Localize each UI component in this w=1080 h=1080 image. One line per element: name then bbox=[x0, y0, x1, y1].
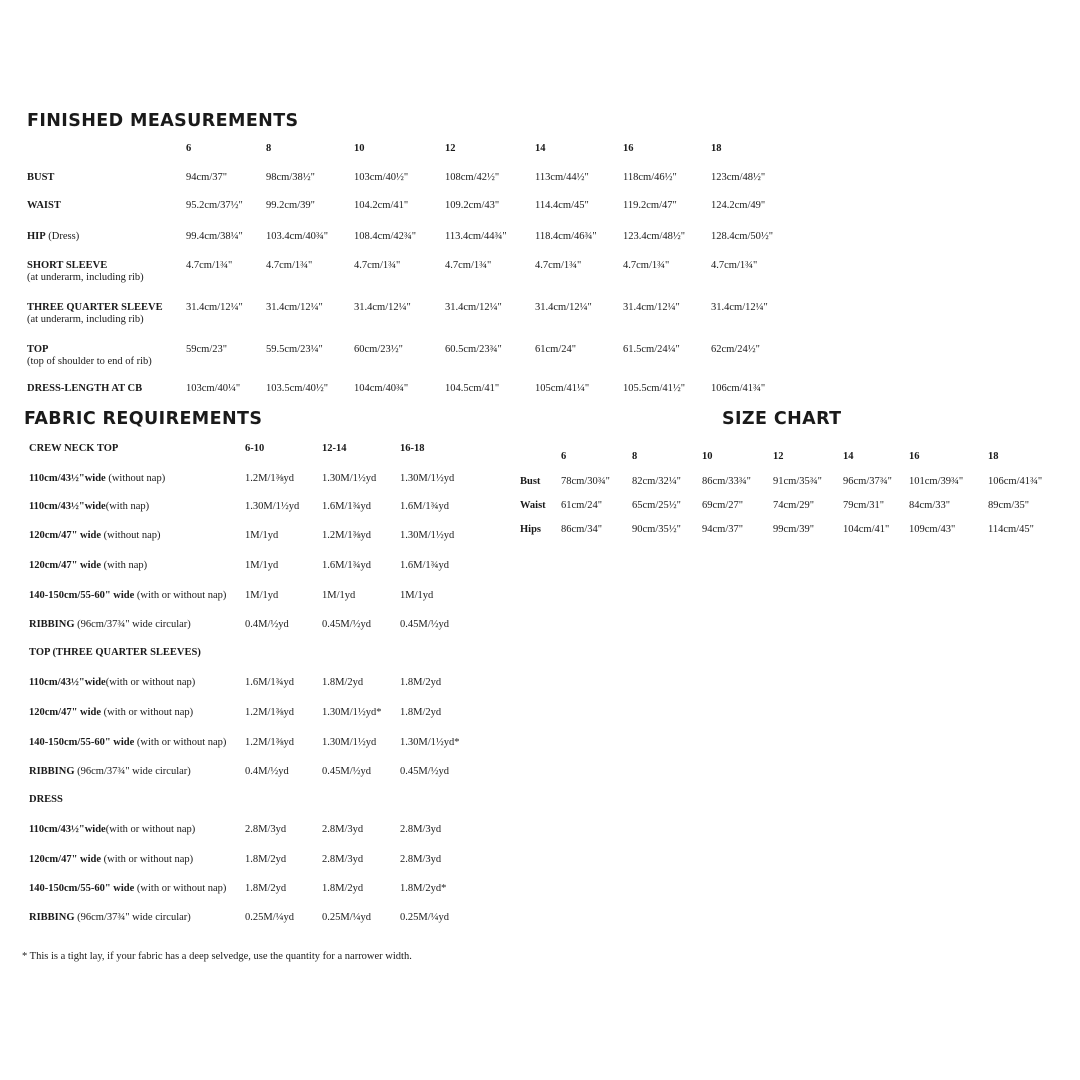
fm-row-label bbox=[27, 260, 107, 272]
fr-cell: 2.8M/3yd bbox=[322, 854, 364, 865]
fr-row-label-rest: (with nap) bbox=[101, 560, 148, 571]
fm-row-label bbox=[27, 344, 48, 356]
fr-row-label bbox=[29, 766, 191, 778]
fr-cell: 1.8M/2yd bbox=[400, 707, 442, 718]
fm-cell: 4.7cm/1¾" bbox=[535, 260, 582, 271]
fm-cell: 61cm/24" bbox=[535, 344, 577, 355]
sc-cell: 106cm/41¾" bbox=[988, 476, 1043, 487]
fm-row-label bbox=[27, 302, 163, 314]
fr-row-label-rest: (96cm/37¾" wide circular) bbox=[74, 766, 191, 777]
fr-row-label-rest: (with or without nap) bbox=[105, 677, 196, 688]
fr-row-label-rest: (with or without nap) bbox=[134, 737, 227, 748]
fm-cell: 128.4cm/50½" bbox=[711, 231, 774, 242]
fm-row-label-main: WAIST bbox=[27, 200, 61, 211]
fr-cell: 1.2M/1⅜yd bbox=[322, 530, 372, 541]
fr-cell: 1.30M/1½yd* bbox=[400, 737, 460, 748]
fr-cell: 2.8M/3yd bbox=[400, 824, 442, 835]
fm-cell: 4.7cm/1¾" bbox=[354, 260, 401, 271]
sc-size-header: 14 bbox=[843, 451, 854, 462]
fr-row-label-bold: 110cm/43½"wide bbox=[29, 473, 106, 484]
fr-row-label-bold: 120cm/47" wide bbox=[29, 854, 102, 865]
sc-cell: 86cm/33¾" bbox=[702, 476, 751, 487]
fr-row-label-bold: 110cm/43½"wide bbox=[29, 677, 106, 688]
fr-cell: 1.6M/1¾yd bbox=[400, 560, 450, 571]
sc-size-header: 8 bbox=[632, 451, 638, 462]
sc-cell: 84cm/33" bbox=[909, 500, 951, 511]
fm-cell: 113.4cm/44¾" bbox=[445, 231, 507, 242]
fm-cell: 123.4cm/48½" bbox=[623, 231, 686, 242]
fm-row-label-note: (Dress) bbox=[45, 231, 80, 242]
fm-cell: 109.2cm/43" bbox=[445, 200, 500, 211]
fr-cell: 0.4M/½yd bbox=[245, 766, 289, 777]
fr-row-label-bold: 110cm/43½"wide bbox=[29, 824, 106, 835]
sc-cell: 94cm/37" bbox=[702, 524, 744, 535]
fr-row-label bbox=[29, 854, 193, 866]
fm-cell: 99.4cm/38¼" bbox=[186, 231, 243, 242]
fm-cell: 31.4cm/12¼" bbox=[266, 302, 323, 313]
fm-size-header: 10 bbox=[354, 143, 365, 154]
fr-cell: 1.30M/1½yd bbox=[400, 530, 455, 541]
fr-row-label bbox=[29, 824, 195, 836]
fr-cell: 0.4M/½yd bbox=[245, 619, 289, 630]
fr-row-label-bold: 140-150cm/55-60" wide bbox=[29, 737, 135, 748]
fr-row-label-bold: 140-150cm/55-60" wide bbox=[29, 883, 135, 894]
fr-row-label-bold: RIBBING bbox=[29, 912, 75, 923]
fm-row-label bbox=[27, 231, 79, 243]
fm-row-sublabel: (at underarm, including rib) bbox=[27, 272, 144, 283]
fm-cell: 123cm/48½" bbox=[711, 172, 766, 183]
fr-row-label bbox=[29, 707, 193, 719]
finished-measurements-title: FINISHED MEASUREMENTS bbox=[27, 111, 299, 131]
sc-cell: 101cm/39¾" bbox=[909, 476, 964, 487]
fr-row-label bbox=[29, 473, 165, 485]
fm-cell: 124.2cm/49" bbox=[711, 200, 766, 211]
fr-cell: 1M/1yd bbox=[245, 530, 279, 541]
fm-row-sublabel: (at underarm, including rib) bbox=[27, 314, 144, 325]
fr-row-label-bold: RIBBING bbox=[29, 766, 75, 777]
size-chart-title: SIZE CHART bbox=[722, 409, 842, 429]
sc-cell: 114cm/45" bbox=[988, 524, 1034, 535]
fm-cell: 61.5cm/24¼" bbox=[623, 344, 680, 355]
fr-section-title: DRESS bbox=[29, 794, 63, 805]
sc-cell: 69cm/27" bbox=[702, 500, 744, 511]
fr-column-header: 12-14 bbox=[322, 443, 347, 454]
fr-cell: 1.30M/1½yd bbox=[322, 737, 377, 748]
fm-cell: 31.4cm/12¼" bbox=[354, 302, 411, 313]
fm-cell: 113cm/44½" bbox=[535, 172, 589, 183]
sc-size-header: 18 bbox=[988, 451, 999, 462]
fr-row-label-rest: (with or without nap) bbox=[134, 590, 227, 601]
fr-row-label bbox=[29, 530, 161, 542]
fm-cell: 104cm/40¾" bbox=[354, 383, 409, 394]
fm-size-header: 18 bbox=[711, 143, 722, 154]
fm-cell: 31.4cm/12¼" bbox=[186, 302, 243, 313]
fr-cell: 1.8M/2yd bbox=[322, 677, 364, 688]
fr-row-label-rest: (with or without nap) bbox=[101, 854, 194, 865]
fm-row-label-main: BUST bbox=[27, 172, 55, 183]
fr-cell: 2.8M/3yd bbox=[322, 824, 364, 835]
fm-cell: 31.4cm/12¼" bbox=[623, 302, 680, 313]
fr-row-label-rest: (with or without nap) bbox=[134, 883, 227, 894]
fm-cell: 59cm/23" bbox=[186, 344, 228, 355]
fm-row-label-main: TOP bbox=[27, 344, 49, 355]
fr-cell: 1M/1yd bbox=[322, 590, 356, 601]
fm-row-label bbox=[27, 200, 61, 212]
fr-row-label bbox=[29, 883, 226, 895]
fr-row-label bbox=[29, 590, 226, 602]
fm-cell: 62cm/24½" bbox=[711, 344, 760, 355]
fr-column-header: 6-10 bbox=[245, 443, 265, 454]
fr-cell: 0.25M/¼yd bbox=[245, 912, 295, 923]
sc-cell: 78cm/30¾" bbox=[561, 476, 610, 487]
fm-size-header: 12 bbox=[445, 143, 456, 154]
fm-cell: 31.4cm/12¼" bbox=[445, 302, 502, 313]
fr-cell: 0.45M/½yd bbox=[322, 619, 372, 630]
fm-cell: 4.7cm/1¾" bbox=[711, 260, 758, 271]
fm-row-sublabel: (top of shoulder to end of rib) bbox=[27, 356, 152, 367]
fr-cell: 1.6M/1¾yd bbox=[245, 677, 295, 688]
fm-cell: 98cm/38½" bbox=[266, 172, 315, 183]
fr-cell: 0.45M/½yd bbox=[400, 619, 450, 630]
fr-cell: 1.2M/1⅜yd bbox=[245, 737, 295, 748]
fm-size-header: 16 bbox=[623, 143, 634, 154]
fr-cell: 1.8M/2yd bbox=[245, 854, 287, 865]
fm-cell: 4.7cm/1¾" bbox=[445, 260, 492, 271]
fr-cell: 1.30M/1½yd bbox=[322, 473, 377, 484]
fm-cell: 4.7cm/1¾" bbox=[623, 260, 670, 271]
sc-cell: 65cm/25½" bbox=[632, 500, 681, 511]
sc-cell: 82cm/32¼" bbox=[632, 476, 681, 487]
fm-cell: 119.2cm/47" bbox=[623, 200, 677, 211]
fr-row-label-rest: (with or without nap) bbox=[105, 824, 196, 835]
fr-row-label-rest: (96cm/37¾" wide circular) bbox=[74, 619, 191, 630]
fr-cell: 1.30M/1½yd bbox=[245, 501, 300, 512]
fr-row-label bbox=[29, 501, 149, 513]
fr-cell: 0.25M/¼yd bbox=[322, 912, 372, 923]
fm-cell: 95.2cm/37½" bbox=[186, 200, 243, 211]
fr-row-label bbox=[29, 677, 195, 689]
footnote: * This is a tight lay, if your fabric has a deep selvedge, use the quantity for a narrower width. bbox=[22, 951, 412, 962]
fr-cell: 1.6M/1¾yd bbox=[322, 560, 372, 571]
fabric-requirements-title: FABRIC REQUIREMENTS bbox=[24, 409, 263, 429]
fr-cell: 1.8M/2yd bbox=[322, 883, 364, 894]
fm-cell: 103cm/40½" bbox=[354, 172, 409, 183]
fm-cell: 104.5cm/41" bbox=[445, 383, 500, 394]
sc-row-label: Bust bbox=[520, 476, 541, 487]
fm-cell: 94cm/37" bbox=[186, 172, 228, 183]
fm-cell: 99.2cm/39" bbox=[266, 200, 315, 211]
fr-row-label-rest: (with or without nap) bbox=[101, 707, 194, 718]
fr-cell: 0.45M/½yd bbox=[322, 766, 372, 777]
fr-cell: 2.8M/3yd bbox=[245, 824, 287, 835]
sc-cell: 90cm/35½" bbox=[632, 524, 681, 535]
fm-size-header: 14 bbox=[535, 143, 546, 154]
fr-cell: 1M/1yd bbox=[245, 590, 279, 601]
fr-row-label-bold: 110cm/43½"wide bbox=[29, 501, 106, 512]
fr-row-label-bold: 120cm/47" wide bbox=[29, 530, 102, 541]
fr-cell: 1.8M/2yd* bbox=[400, 883, 447, 894]
fr-row-label-bold: 140-150cm/55-60" wide bbox=[29, 590, 135, 601]
fm-cell: 108.4cm/42¾" bbox=[354, 231, 417, 242]
fr-row-label bbox=[29, 560, 147, 572]
sc-cell: 104cm/41" bbox=[843, 524, 890, 535]
fm-row-label-main: HIP bbox=[27, 231, 46, 242]
sc-cell: 91cm/35¾" bbox=[773, 476, 822, 487]
sc-size-header: 12 bbox=[773, 451, 784, 462]
sc-size-header: 10 bbox=[702, 451, 713, 462]
fm-cell: 60cm/23½" bbox=[354, 344, 403, 355]
fm-row-label-main: SHORT SLEEVE bbox=[27, 260, 108, 271]
fm-row-label bbox=[27, 172, 54, 184]
fm-size-header: 8 bbox=[266, 143, 272, 154]
fr-cell: 0.45M/½yd bbox=[400, 766, 450, 777]
fr-row-label-bold: 120cm/47" wide bbox=[29, 707, 102, 718]
fr-row-label bbox=[29, 619, 191, 631]
fm-size-header: 6 bbox=[186, 143, 192, 154]
fr-section-title: CREW NECK TOP bbox=[29, 443, 119, 454]
sc-cell: 61cm/24" bbox=[561, 500, 603, 511]
sc-cell: 74cm/29" bbox=[773, 500, 815, 511]
fr-row-label-rest: (with nap) bbox=[105, 501, 150, 512]
fm-cell: 118cm/46½" bbox=[623, 172, 677, 183]
fr-cell: 1M/1yd bbox=[245, 560, 279, 571]
fr-cell: 1.8M/2yd bbox=[245, 883, 287, 894]
fr-row-label-rest: (without nap) bbox=[105, 473, 166, 484]
fr-cell: 1.30M/1½yd bbox=[400, 473, 455, 484]
fr-row-label-rest: (without nap) bbox=[101, 530, 161, 541]
fm-row-label bbox=[27, 383, 142, 395]
fr-cell: 1.30M/1½yd* bbox=[322, 707, 382, 718]
fm-cell: 103cm/40¼" bbox=[186, 383, 241, 394]
sc-cell: 89cm/35" bbox=[988, 500, 1030, 511]
fr-row-label-bold: RIBBING bbox=[29, 619, 75, 630]
fm-cell: 59.5cm/23¼" bbox=[266, 344, 323, 355]
fr-column-header: 16-18 bbox=[400, 443, 425, 454]
sc-row-label: Hips bbox=[520, 524, 542, 535]
sc-cell: 99cm/39" bbox=[773, 524, 815, 535]
fr-cell: 1.8M/2yd bbox=[400, 677, 442, 688]
fm-cell: 114.4cm/45" bbox=[535, 200, 589, 211]
fm-cell: 104.2cm/41" bbox=[354, 200, 409, 211]
fr-cell: 1.6M/1¾yd bbox=[400, 501, 450, 512]
sc-cell: 96cm/37¾" bbox=[843, 476, 892, 487]
fr-row-label-bold: 120cm/47" wide bbox=[29, 560, 102, 571]
fm-cell: 4.7cm/1¾" bbox=[266, 260, 313, 271]
fm-cell: 4.7cm/1¾" bbox=[186, 260, 233, 271]
sc-size-header: 6 bbox=[561, 451, 567, 462]
fr-cell: 0.25M/¼yd bbox=[400, 912, 450, 923]
sc-size-header: 16 bbox=[909, 451, 920, 462]
fm-cell: 103.5cm/40½" bbox=[266, 383, 329, 394]
fr-cell: 1M/1yd bbox=[400, 590, 434, 601]
fm-cell: 60.5cm/23¾" bbox=[445, 344, 502, 355]
sc-row-label: Waist bbox=[520, 500, 546, 511]
fm-cell: 105.5cm/41½" bbox=[623, 383, 686, 394]
sc-cell: 86cm/34" bbox=[561, 524, 603, 535]
fr-row-label bbox=[29, 912, 191, 924]
fm-row-label-main: THREE QUARTER SLEEVE bbox=[27, 302, 163, 313]
fr-row-label bbox=[29, 737, 226, 749]
fr-section-title: TOP (THREE QUARTER SLEEVES) bbox=[29, 647, 201, 658]
fm-cell: 118.4cm/46¾" bbox=[535, 231, 597, 242]
fm-cell: 103.4cm/40¾" bbox=[266, 231, 329, 242]
fr-cell: 1.2M/1⅜yd bbox=[245, 707, 295, 718]
fm-cell: 31.4cm/12¼" bbox=[711, 302, 768, 313]
fm-cell: 106cm/41¾" bbox=[711, 383, 766, 394]
fr-cell: 1.6M/1¾yd bbox=[322, 501, 372, 512]
fr-cell: 2.8M/3yd bbox=[400, 854, 442, 865]
sc-cell: 79cm/31" bbox=[843, 500, 885, 511]
fm-cell: 105cm/41¼" bbox=[535, 383, 590, 394]
sc-cell: 109cm/43" bbox=[909, 524, 956, 535]
fm-cell: 108cm/42½" bbox=[445, 172, 500, 183]
fr-cell: 1.2M/1⅜yd bbox=[245, 473, 295, 484]
fr-row-label-rest: (96cm/37¾" wide circular) bbox=[74, 912, 191, 923]
fm-row-label-main: DRESS-LENGTH AT CB bbox=[27, 383, 143, 394]
fm-cell: 31.4cm/12¼" bbox=[535, 302, 592, 313]
